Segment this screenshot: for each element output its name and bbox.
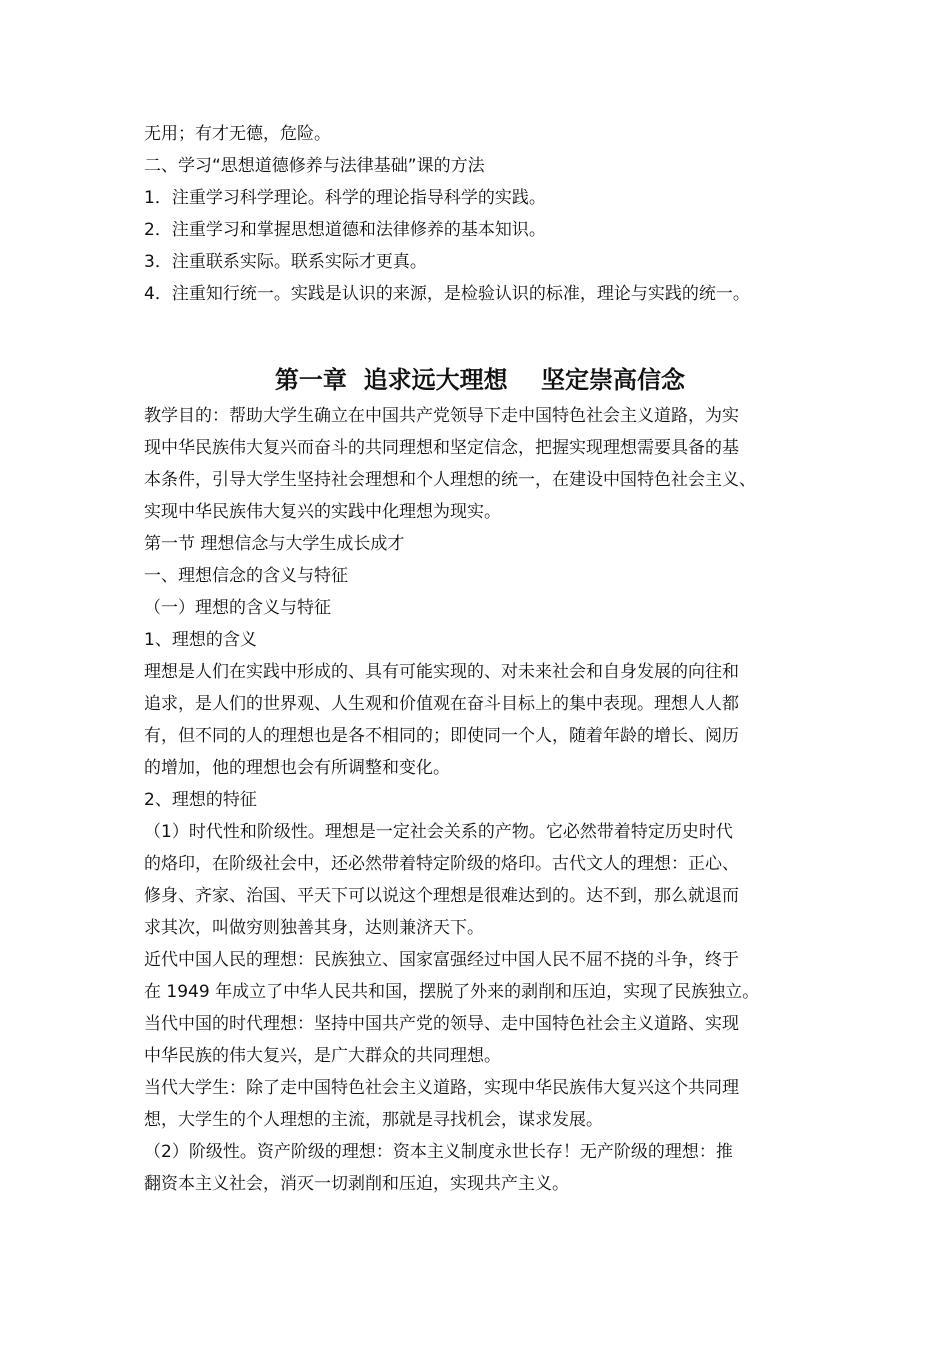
subsection-heading: 2、理想的特征: [144, 790, 257, 810]
paragraph-line: 有，但不同的人的理想也是各不相同的；即使同一个人，随着年龄的增长、阅历: [144, 726, 739, 746]
feature2-paragraph: [144, 1136, 816, 1200]
paragraph-line: 近代中国人民的理想：民族独立、国家富强经过中国人民不屈不挠的斗争，终于: [144, 950, 739, 970]
paragraph-line: （1）时代性和阶级性。理想是一定社会关系的产物。它必然带着特定历史时代: [144, 822, 733, 842]
list-item: 4．注重知行统一。实践是认识的来源，是检验认识的标准，理论与实践的统一。: [144, 284, 750, 304]
paragraph-line: 本条件，引导大学生坚持社会理想和个人理想的统一，在建设中国特色社会主义、: [144, 470, 756, 490]
section-heading-methods: 二、学习“思想道德修养与法律基础”课的方法: [144, 156, 485, 176]
intro-section: [144, 118, 816, 310]
subsection-heading: （一）理想的含义与特征: [144, 598, 331, 618]
paragraph-line: 求其次，叫做穷则独善其身，达则兼济天下。: [144, 918, 484, 938]
paragraph-line: 当代大学生：除了走中国特色社会主义道路，实现中华民族伟大复兴这个共同理: [144, 1078, 739, 1098]
students-paragraph: [144, 1072, 816, 1136]
paragraph-line: 翻资本主义社会，消灭一切剥削和压迫，实现共产主义。: [144, 1174, 569, 1194]
paragraph-line: 的增加，他的理想也会有所调整和变化。: [144, 758, 450, 778]
meaning-paragraph: [144, 656, 816, 784]
paragraph-line: 在 1949 年成立了中华人民共和国，摆脱了外来的剥削和压迫，实现了民族独立。: [144, 982, 760, 1002]
paragraph-line: 想，大学生的个人理想的主流，那就是寻找机会，谋求发展。: [144, 1110, 603, 1130]
subsection-heading: 1、理想的含义: [144, 630, 257, 650]
paragraph-line: 理想是人们在实践中形成的、具有可能实现的、对未来社会和自身发展的向往和: [144, 662, 739, 682]
paragraph-line: 的烙印，在阶级社会中，还必然带着特定阶级的烙印。古代文人的理想：正心、: [144, 854, 739, 874]
list-item: 1．注重学习科学理论。科学的理论指导科学的实践。: [144, 188, 546, 208]
section-heading: 第一节 理想信念与大学生成长成才: [144, 534, 405, 554]
paragraph-line: （2）阶级性。资产阶级的理想：资本主义制度永世长存！无产阶级的理想：推: [144, 1142, 733, 1162]
modern-paragraph: [144, 944, 816, 1008]
list-item: 2．注重学习和掌握思想道德和法律修养的基本知识。: [144, 220, 546, 240]
objective-paragraph: [144, 400, 816, 528]
paragraph-line: 教学目的：帮助大学生确立在中国共产党领导下走中国特色社会主义道路，为实: [144, 406, 739, 426]
subsection-heading: 一、理想信念的含义与特征: [144, 566, 348, 586]
paragraph-line: 当代中国的时代理想：坚持中国共产党的领导、走中国特色社会主义道路、实现: [144, 1014, 739, 1034]
paragraph-line: 实现中华民族伟大复兴的实践中化理想为现实。: [144, 502, 501, 522]
text-line: 无用；有才无德，危险。: [144, 124, 331, 144]
document-page: [144, 118, 816, 1200]
paragraph-line: 修身、齐家、治国、平天下可以说这个理想是很难达到的。达不到，那么就退而: [144, 886, 739, 906]
paragraph-line: 现中华民族伟大复兴而奋斗的共同理想和坚定信念，把握实现理想需要具备的基: [144, 438, 739, 458]
chapter-title: 第一章 追求远大理想 坚定崇高信念: [274, 366, 686, 394]
list-item: 3．注重联系实际。联系实际才更真。: [144, 252, 427, 272]
contemporary-paragraph: [144, 1008, 816, 1072]
paragraph-line: 追求，是人们的世界观、人生观和价值观在奋斗目标上的集中表现。理想人人都: [144, 694, 739, 714]
paragraph-line: 中华民族的伟大复兴，是广大群众的共同理想。: [144, 1046, 501, 1066]
feature1-paragraph: [144, 816, 816, 944]
